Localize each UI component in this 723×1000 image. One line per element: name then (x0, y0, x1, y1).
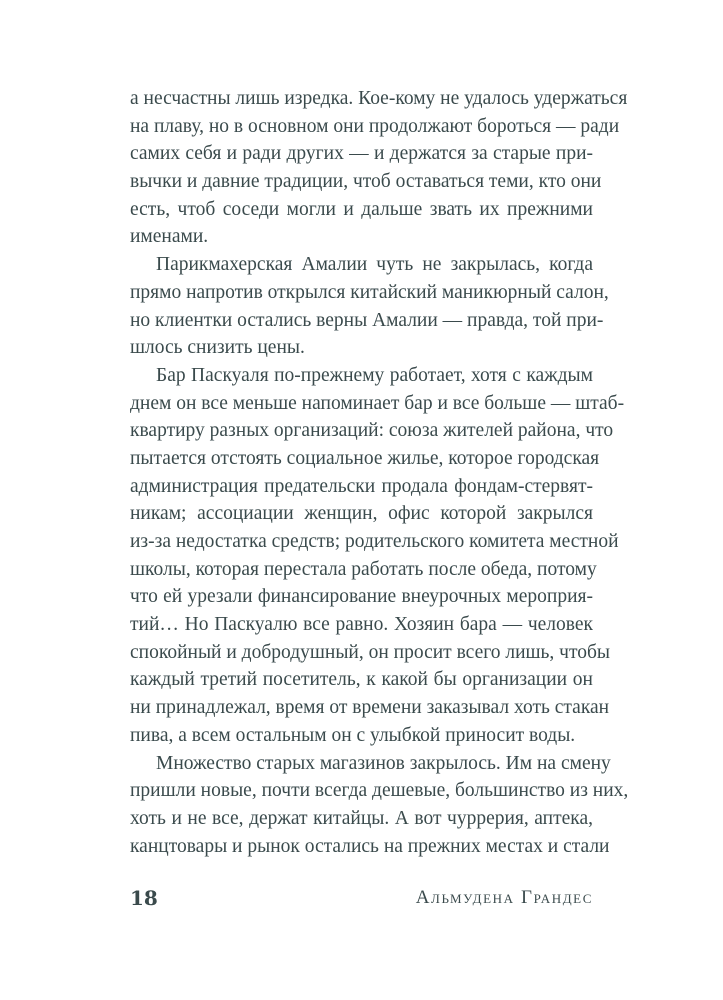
body-text (130, 85, 629, 860)
text-line: шлось снизить цены. (130, 337, 305, 359)
text-line: тий… Но Паскуалю все равно. Хозяин бара — человек (130, 614, 593, 636)
text-line: Парикмахерская Амалии чуть не закрылась, когда (156, 254, 593, 276)
text-line: хоть и не все, держат китайцы. А вот чуррерия, аптека, (130, 807, 593, 829)
text-line: а несчастны лишь изредка. Кое-кому не удалось удержаться (130, 88, 628, 109)
text-line: вычки и давние традиции, чтоб оставаться теми, кто они (130, 171, 602, 193)
text-line: пива, а всем остальным он с улыбкой приносит воды. (130, 724, 576, 746)
text-line: есть, чтоб соседи могли и дальше звать их прежними (130, 198, 593, 220)
text-line: школы, которая перестала работать после обеда, потому (130, 558, 597, 580)
text-line: Множество старых магазинов закрылось. Им на смену (156, 752, 611, 774)
text-line: спокойный и добродушный, он просит всего лишь, чтобы (130, 641, 611, 663)
text-line: канцтовары и рынок остались на прежних местах и стали (130, 835, 610, 857)
running-footer-author: Альмудена Грандес (415, 887, 593, 908)
text-line: но клиентки остались верны Амалии — правда, той при- (130, 309, 604, 331)
text-line: именами. (130, 226, 209, 248)
text-line: из-за недостатка средств; родительского комитета местной (130, 531, 619, 552)
text-line: ни принадлежал, время от времени заказывал хоть стакан (130, 697, 610, 719)
text-line: пришли новые, почти всегда дешевые, большинство из них, (130, 780, 629, 802)
text-line: днем он все меньше напоминает бар и все больше — штаб- (130, 392, 625, 414)
text-line: Бар Паскуаля по-прежнему работает, хотя с каждым (156, 364, 593, 386)
text-line: администрация предательски продала фондам-стервят- (130, 475, 593, 497)
page-number: 18 (130, 886, 158, 910)
text-line: что ей урезали финансирование внеурочных мероприя- (130, 586, 593, 608)
text-line: пытается отстоять социальное жилье, которое городская (130, 447, 600, 469)
text-line: самих себя и ради других — и держатся за старые при- (130, 143, 593, 165)
text-line: прямо напротив открылся китайский маникюрный салон, (130, 281, 609, 303)
text-line: никам; ассоциации женщин, офис которой закрылся (130, 503, 593, 525)
text-line: каждый третий посетитель, к какой бы организации он (130, 669, 593, 691)
text-line: квартиру разных организаций: союза жителей района, что (130, 420, 614, 442)
text-line: на плаву, но в основном они продолжают бороться — ради (130, 115, 620, 137)
